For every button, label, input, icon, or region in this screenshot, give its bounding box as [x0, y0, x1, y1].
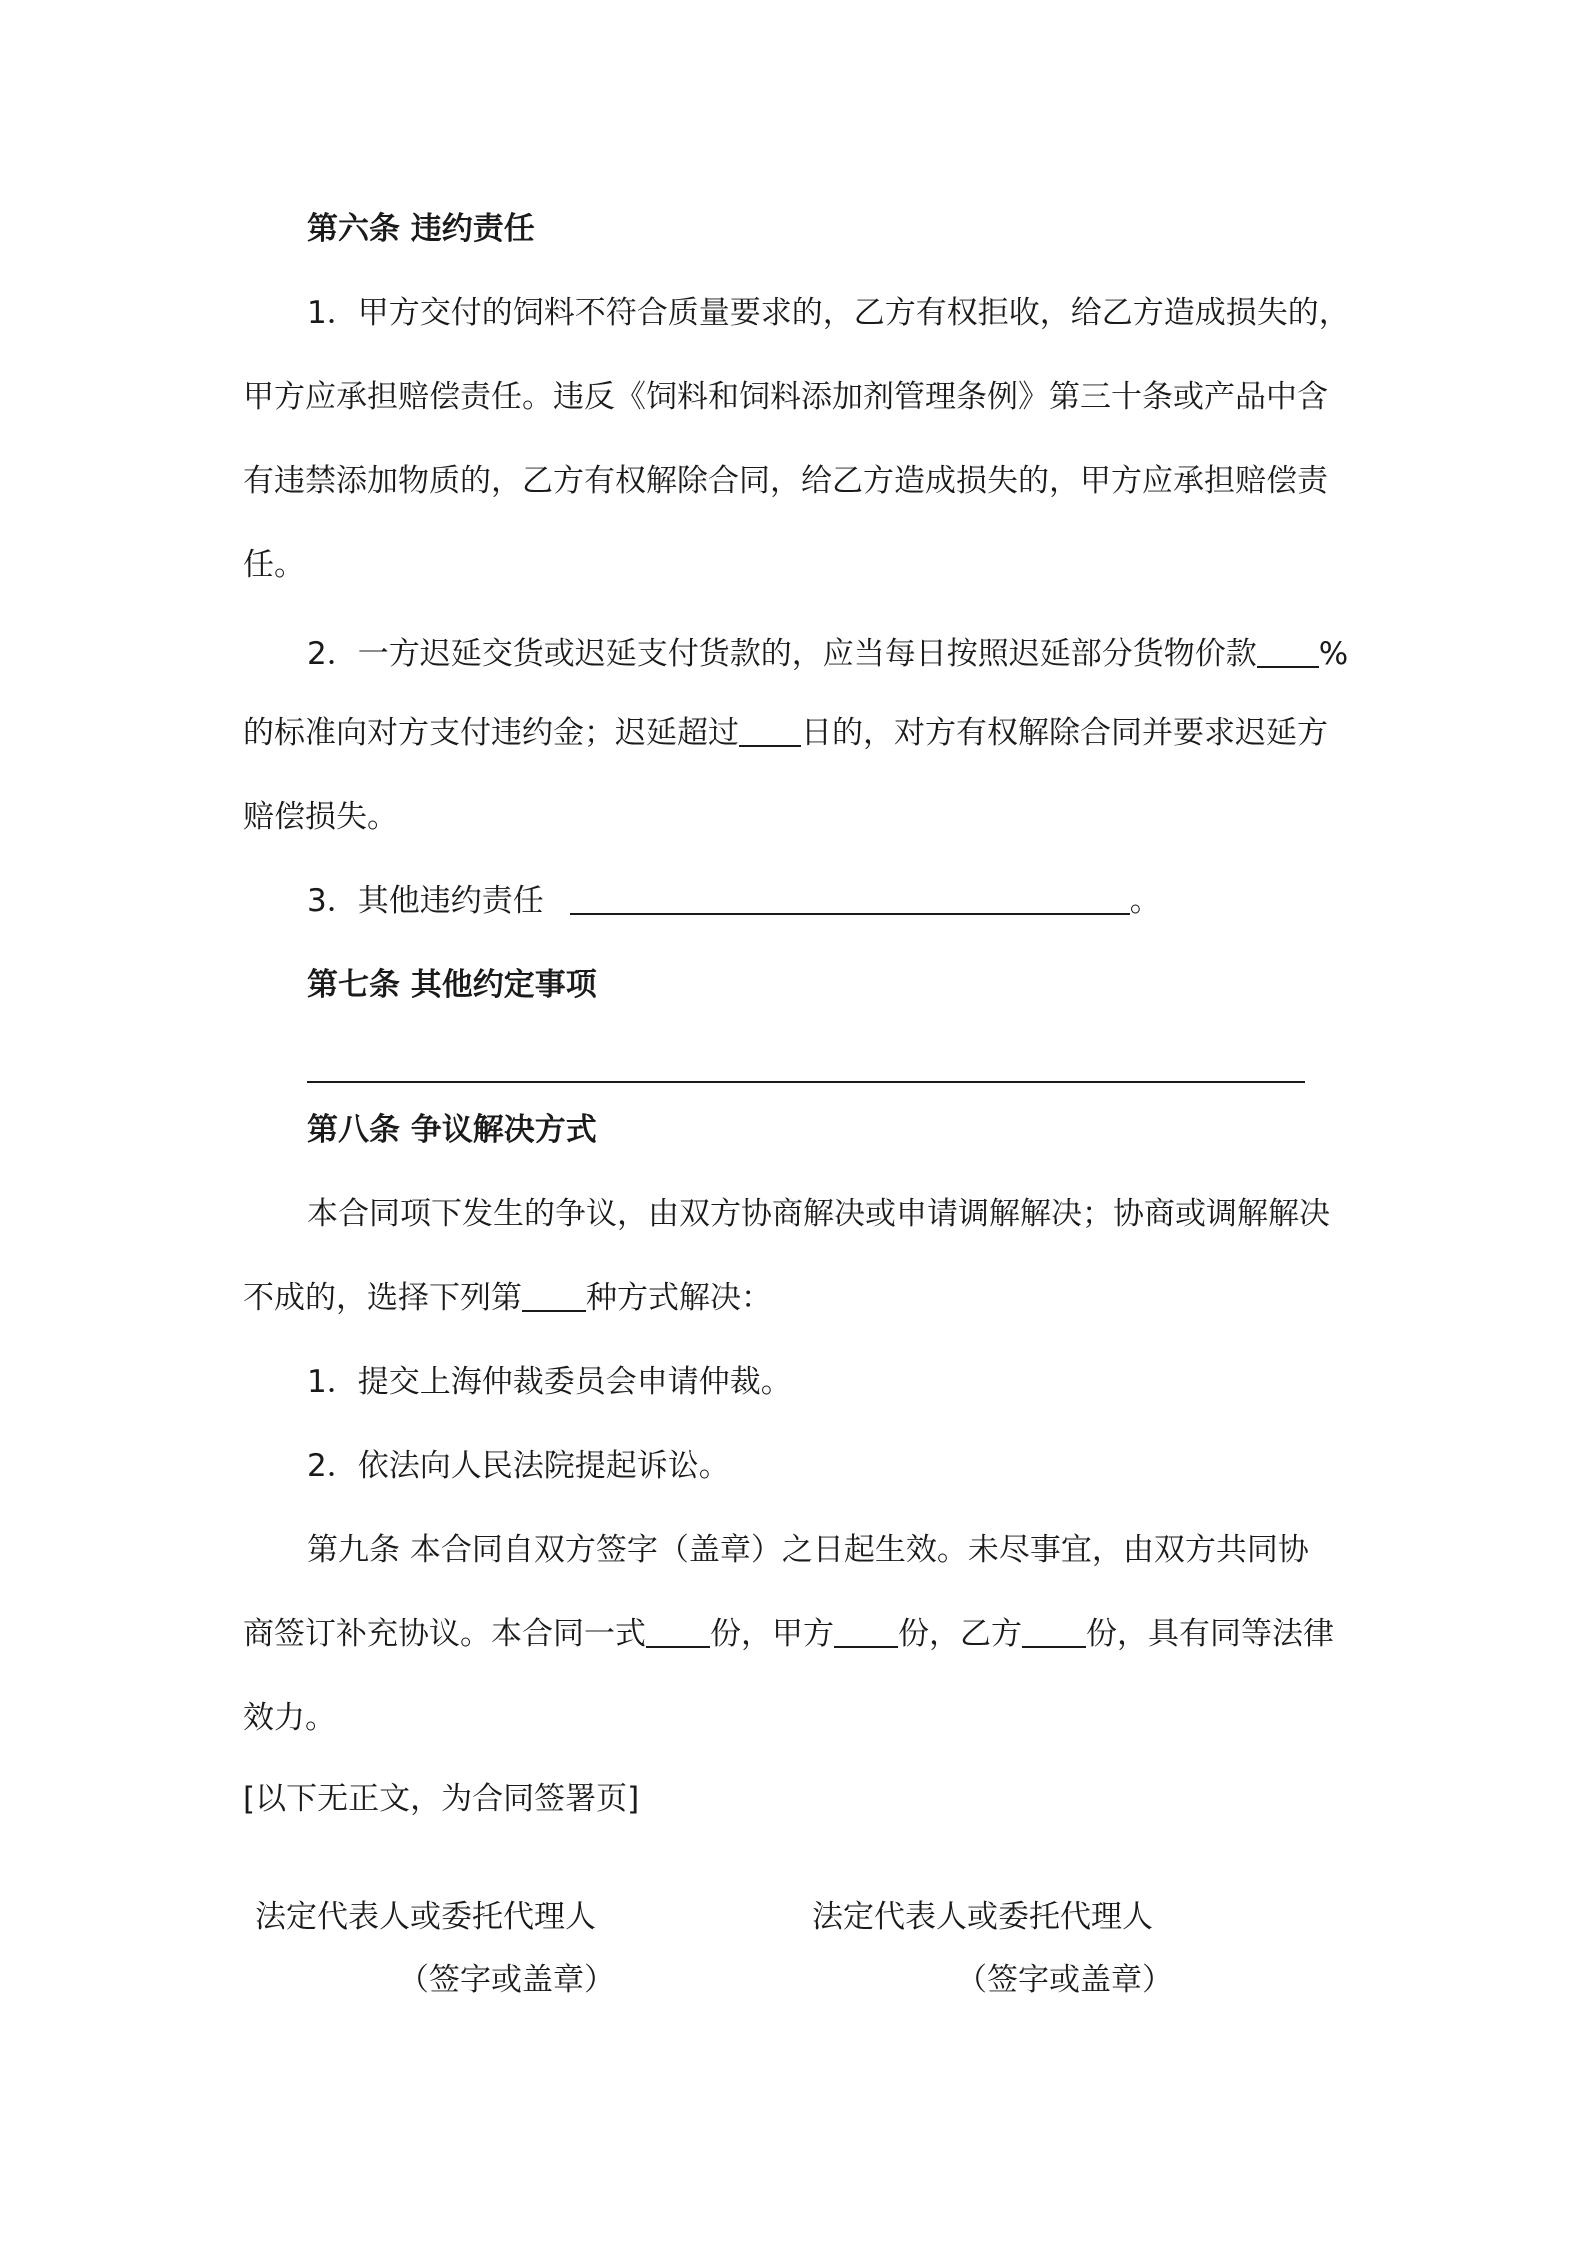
article-9-line-3: 效力。 — [243, 1700, 336, 1736]
other-matters-blank-line[interactable] — [307, 1081, 1305, 1083]
article-8-line-1: 本合同项下发生的争议，由双方协商解决或申请调解解决；协商或调解解决 — [307, 1196, 1330, 1232]
total-copies-blank[interactable] — [646, 1618, 710, 1648]
article-9-text-d: 份，具有同等法律 — [1086, 1616, 1334, 1652]
dispute-option-blank[interactable] — [522, 1282, 586, 1312]
article-7-heading: 第七条 其他约定事项 — [307, 967, 597, 1003]
right-representative-label: 法定代表人或委托代理人 — [812, 1899, 1153, 1935]
article-9-text-c: 份，乙方 — [898, 1616, 1022, 1652]
clause-3-end: 。 — [1129, 883, 1161, 919]
article-6-heading: 第六条 违约责任 — [307, 211, 535, 247]
article-6-clause-1-line-3: 有违禁添加物质的，乙方有权解除合同，给乙方造成损失的，甲方应承担赔偿责 — [243, 463, 1328, 499]
article-6-clause-1-line-4: 任。 — [243, 547, 305, 583]
article-9-text-a: 商签订补充协议。本合同一式 — [243, 1616, 646, 1652]
article-6-clause-2-line-1 — [307, 634, 1348, 674]
other-liability-blank[interactable] — [570, 885, 1130, 915]
clause-3-label: 3．其他违约责任 — [307, 883, 544, 919]
article-6-clause-2-line-2 — [243, 713, 1328, 753]
article-6-clause-1-line-2: 甲方应承担赔偿责任。违反《饲料和饲料添加剂管理条例》第三十条或产品中含 — [243, 379, 1328, 415]
article-8-text-b: 种方式解决： — [586, 1280, 772, 1316]
clause-2-text-a: 2．一方迟延交货或迟延支付货款的，应当每日按照迟延部分货物价款 — [307, 636, 1257, 672]
article-6-clause-1-line-1: 1．甲方交付的饲料不符合质量要求的，乙方有权拒收，给乙方造成损失的， — [307, 295, 1350, 331]
clause-2-text-c: 日的，对方有权解除合同并要求迟延方 — [801, 715, 1328, 751]
article-9-line-1: 第九条 本合同自双方签字（盖章）之日起生效。未尽事宜，由双方共同协 — [307, 1532, 1309, 1568]
left-sign-or-seal-label: （签字或盖章） — [398, 1962, 615, 1998]
article-8-line-2 — [243, 1278, 772, 1318]
article-9-text-b: 份，甲方 — [710, 1616, 834, 1652]
article-6-clause-3 — [307, 881, 1161, 921]
article-8-option-2: 2．依法向人民法院提起诉讼。 — [307, 1448, 730, 1484]
article-6-clause-2-line-3: 赔偿损失。 — [243, 799, 398, 835]
article-8-text-a: 不成的，选择下列第 — [243, 1280, 522, 1316]
end-note: [以下无正文，为合同签署页] — [243, 1781, 640, 1817]
right-sign-or-seal-label: （签字或盖章） — [956, 1962, 1173, 1998]
percent-sign: % — [1318, 636, 1349, 672]
article-8-option-1: 1．提交上海仲裁委员会申请仲裁。 — [307, 1364, 792, 1400]
party-b-copies-blank[interactable] — [1022, 1618, 1086, 1648]
article-9-line-2 — [243, 1614, 1334, 1654]
penalty-rate-blank[interactable] — [1257, 638, 1319, 668]
party-a-copies-blank[interactable] — [834, 1618, 898, 1648]
left-representative-label: 法定代表人或委托代理人 — [255, 1899, 596, 1935]
delay-days-blank[interactable] — [739, 717, 801, 747]
article-8-heading: 第八条 争议解决方式 — [307, 1112, 597, 1148]
clause-2-text-b: 的标准向对方支付违约金；迟延超过 — [243, 715, 739, 751]
